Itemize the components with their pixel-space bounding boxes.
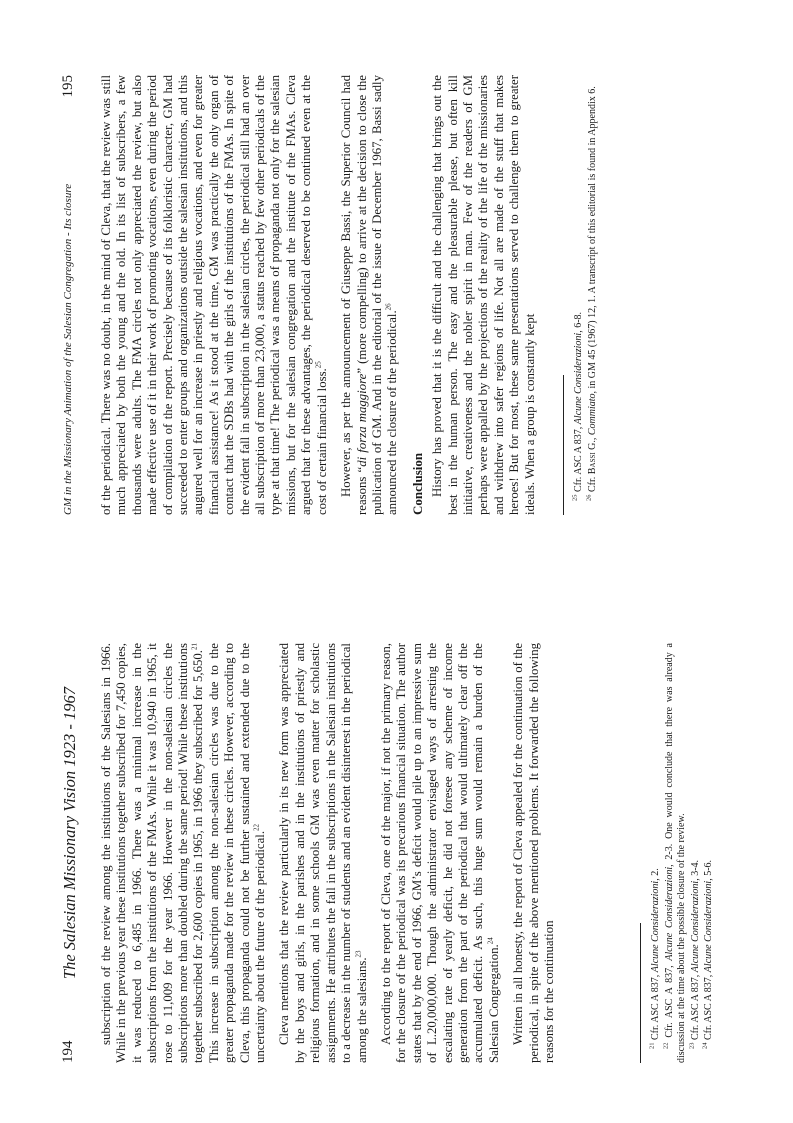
italic-text: Alcune Considerazioni <box>573 332 584 425</box>
paragraph <box>430 75 538 515</box>
footnote-number: 23 <box>688 1042 696 1049</box>
text-run: History has proved that it is the difficult and the challenging that brings out the best in the human person. The easy and the pleasurable please, but often kill initiative, creativeness and the nobler spirit in man. Few of the readers of GM perhaps were appalled by the projections of the reality of the life of the missionaries and withdrew into safer regions of life. Not all are made of the stuff that makes heroes! But for most, these same presentations served to challenge them to greater ideals. When a group is constantly kept <box>430 75 537 515</box>
text-run: Written in all honesty, the report of Cleva appealed for the continuation of the periodical, in spite of the above mentioned problems. It forwarded the following reasons for the continuation <box>511 643 556 1063</box>
text-run: , 5-6. <box>703 859 714 881</box>
page-number-left: 194 <box>60 1040 76 1063</box>
footnote-ref: 25 <box>314 361 323 369</box>
footnote-number: 21 <box>648 1042 656 1049</box>
body-text-left <box>99 643 566 1063</box>
paragraph <box>339 75 401 515</box>
running-title-right: GM in the Missionary Animation of the Salesian Congregation - Its closure <box>62 183 74 515</box>
footnote-number: 25 <box>571 494 579 501</box>
italic-text: Alcune Considerazioni <box>650 880 661 973</box>
section-heading-conclusion: Conclusion <box>409 452 425 515</box>
left-page <box>0 643 793 1063</box>
footnote <box>703 643 716 1063</box>
text-run: Cfr. ASC A 837, <box>703 972 714 1043</box>
italic-text: Alcune Considerazioni <box>703 880 714 973</box>
text-run: According to the report of Cleva, one of the major, if not the primary reason, for the closure of the periodical was its precarious financial situation. The author states that by the end of 1966, GM’s deficit would pile up to an impressive sum of L.20,000,000. Though the administrator envisaged ways of arresting the escalating rate of yearly deficit, he did not foresee any scheme of income generation from the part of the periodical that would ultimately clear off the accumulated deficit. As such, this huge sum would remain a burden of the Salesian Congregation. <box>378 643 501 1063</box>
footnote-ref: 26 <box>385 303 394 311</box>
text-run: ” (more compelling) to arrive at the decision to close the publication of GM. And in the editorial of the issue of December 1967, Bassi sadly announced the closure of the periodical. <box>354 75 400 515</box>
running-head-left <box>60 643 84 1063</box>
footnote <box>664 643 689 1063</box>
footnote-ref: 22 <box>252 823 261 831</box>
text-run: , 2-3. One would conclude that there was already a discussion at the time about the possible closure of the review. <box>663 643 687 1063</box>
paragraph <box>99 643 268 1063</box>
text-run: of the periodical. There was no doubt, in the mind of Cleva, that the review was still much appreciated by both the young and the old. In its list of subscribers, a few thousands were adults. The FMA circles not only appreciated the review, but also made effective use of it in their work of promoting vocations, even during the period of compilation of the report. Precisely because of its folkloristic character, GM had succeeded to enter groups and organizations outside the salesian institutions, and this augured well for an increase in priestly and religious vocations, and even for greater financial assistance! As it stood at the time, GM was practically the only organ of contact that the SDBs had with the girls of the institutions of the FMAs. In spite of the evident fall in subscription in the salesian circles, the periodical still had an over all subscription of more than 23,000, a status reached by few other periodicals of the type at that time! The periodical was a means of propaganda not only for the salesian missions, but for the salesian congregation and the institute of the FMAs. Cleva argued that for these advantages, the periodical deserved to be continued even at the cost of certain financial loss. <box>99 75 329 515</box>
paragraph <box>277 643 369 1063</box>
text-run: This increase in subscription among the non-salesian circles was due to the greater propaganda made for the review in these circles. However, according to Cleva, this propaganda could not be further sustained and extended due to the uncertainty about the future of the periodical. <box>206 643 268 1063</box>
running-title-left: The Salesian Missionary Vision 1923 - 1967 <box>60 686 79 980</box>
text-run: Cfr. ASC A 837, <box>573 424 584 495</box>
paragraph <box>379 643 502 1063</box>
footnote-ref: 24 <box>486 937 495 945</box>
footnote-rule-right <box>563 375 564 515</box>
footnote <box>650 643 663 1063</box>
text-run: , in GM 45 (1967) 12, 1. A transcript of this editorial is found in Appendix 6. <box>586 86 598 394</box>
text-run: Cleva mentions that the review particularly in its new form was appreciated by the boys and girls, in the parishes and in the institutions of priestly and religious formation, and in some schools GM was even matter for scholastic assignments. He attributes the fall in the subscriptions in the Salesian institutions to a decrease in the number of students and an evident disinterest in the periodical among the salesians. <box>277 643 369 1063</box>
text-run: Cfr. ASC A 837, <box>689 972 701 1043</box>
text-run: Cfr. <box>586 474 598 495</box>
footnote-number: 26 <box>585 494 593 501</box>
italic-text: Alcune Considerazioni <box>663 866 675 961</box>
text-run: Cfr. ASC A 837, <box>663 960 675 1043</box>
text-run: , 3-4. <box>689 859 701 881</box>
italic-text: Commiato <box>586 393 598 436</box>
page-number-right: 195 <box>60 75 76 98</box>
paragraph <box>511 643 557 1063</box>
text-run: However, as per the announcement of Giuseppe Bassi, the Superior Council had reasons “ <box>339 75 369 515</box>
text-run: Cfr. ASC A 837, <box>650 972 661 1043</box>
body-text-right <box>99 75 547 515</box>
footnotes-right <box>573 75 600 515</box>
conclusion-paragraphs <box>430 75 538 515</box>
italic-text: Alcune Considerazioni <box>689 880 701 973</box>
text-run: subscription of the review among the institutions of the Salesians in 1966. While in the previous year these institutions together subscribed for 7,450 copies, it was reduced to 6,485 in 1966. There was a minimal increase in the subscriptions from the institutions of the FMAs. While it was 10,940 in 1965, it rose to 11,009 for the year 1966. However in the non-salesian circles the subscriptions more than doubled during the same period! While these institutions together subscribed for 2,600 copies in 1965, in 1966 they subscribed for 5,650. <box>99 643 206 1063</box>
small-caps-text: Bassi <box>586 452 598 475</box>
running-head-right <box>60 75 84 515</box>
paragraph <box>99 75 330 515</box>
footnote-ref: 21 <box>191 643 200 650</box>
footnotes-left <box>650 643 717 1063</box>
footnote-rule-left <box>640 923 641 1063</box>
footnote <box>573 75 586 515</box>
text-run: G., <box>586 435 598 453</box>
footnote <box>587 75 600 515</box>
footnote-number: 22 <box>662 1042 670 1049</box>
paragraphs-right <box>99 75 401 515</box>
text-run: , 2. <box>650 868 661 881</box>
footnote <box>690 643 703 1063</box>
footnote-number: 24 <box>701 1042 709 1049</box>
footnote-ref: 23 <box>354 950 363 958</box>
right-page <box>0 75 793 515</box>
text-run: , 6-8. <box>573 311 584 333</box>
italic-text: di forza maggiore <box>354 373 369 467</box>
